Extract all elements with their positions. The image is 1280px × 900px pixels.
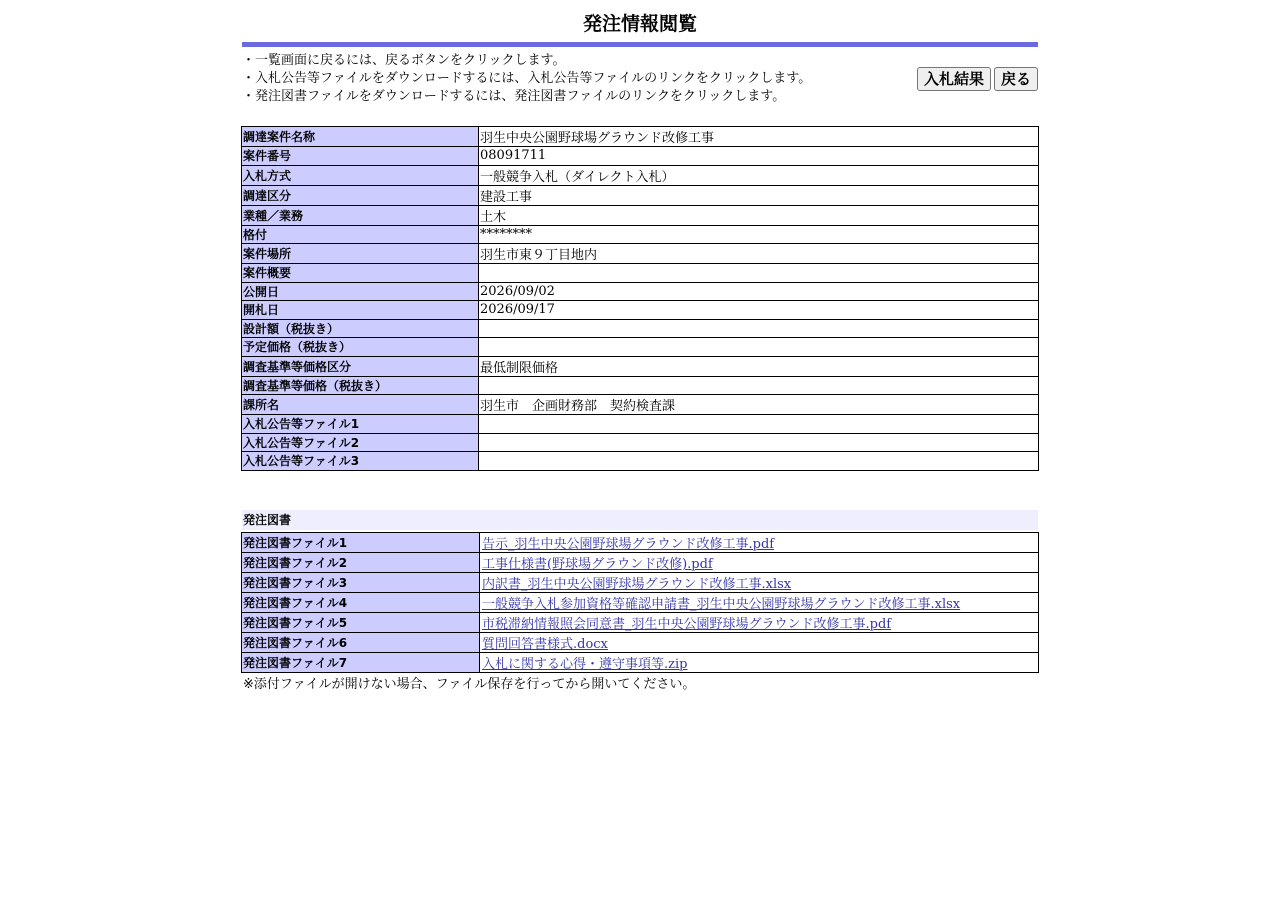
section-heading: 発注図書: [242, 510, 1038, 530]
order-documents-table: [241, 532, 1039, 673]
back-button[interactable]: 戻る: [994, 67, 1038, 91]
file-download-link[interactable]: 入札に関する心得・遵守事項等.zip: [482, 657, 688, 672]
field-value: 建設工事: [479, 185, 1039, 205]
field-value: [479, 433, 1039, 452]
instructions: [242, 52, 882, 106]
field-value: ********: [479, 225, 1039, 244]
table-row: [242, 301, 1039, 320]
field-value: 羽生市 企画財務部 契約検査課: [479, 395, 1039, 415]
field-label: 案件場所: [242, 244, 479, 264]
file-cell: [480, 533, 1039, 553]
instruction-line: ・発注図書ファイルをダウンロードするには、発注図書ファイルのリンクをクリックします。: [242, 89, 786, 104]
order-info-table: [241, 126, 1039, 471]
table-row: [242, 356, 1039, 376]
table-row: [242, 533, 1039, 553]
file-download-link[interactable]: 一般競争入札参加資格等確認申請書_羽生中央公園野球場グラウンド改修工事.xlsx: [482, 597, 961, 612]
field-label: 予定価格（税抜き）: [242, 338, 479, 357]
file-download-link[interactable]: 内訳書_羽生中央公園野球場グラウンド改修工事.xlsx: [482, 577, 792, 592]
file-label: 発注図書ファイル5: [242, 613, 480, 633]
field-value: 羽生市東９丁目地内: [479, 244, 1039, 264]
field-label: 調達案件名称: [242, 127, 479, 147]
file-cell: [480, 653, 1039, 673]
bid-results-button[interactable]: 入札結果: [917, 67, 991, 91]
field-value: 2026/09/17: [479, 301, 1039, 320]
field-value: 土木: [479, 205, 1039, 225]
field-label: 課所名: [242, 395, 479, 415]
field-label: 調達区分: [242, 185, 479, 205]
table-row: [242, 553, 1039, 573]
file-download-link[interactable]: 工事仕様書(野球場グラウンド改修).pdf: [482, 557, 713, 572]
field-label: 案件番号: [242, 147, 479, 166]
table-row: [242, 338, 1039, 357]
table-row: [242, 185, 1039, 205]
table-row: [242, 452, 1039, 471]
field-label: 入札公告等ファイル3: [242, 452, 479, 471]
page-title: 発注情報閲覧: [582, 13, 697, 35]
file-cell: [480, 613, 1039, 633]
attachment-note: ※添付ファイルが開けない場合、ファイル保存を行ってから開いてください。: [243, 677, 696, 692]
field-value: 08091711: [479, 147, 1039, 166]
field-label: 開札日: [242, 301, 479, 320]
field-value: [479, 415, 1039, 434]
file-label: 発注図書ファイル1: [242, 533, 480, 553]
file-label: 発注図書ファイル7: [242, 653, 480, 673]
table-row: [242, 653, 1039, 673]
file-label: 発注図書ファイル6: [242, 633, 480, 653]
field-value: [479, 376, 1039, 395]
field-value: 2026/09/02: [479, 282, 1039, 301]
field-label: 入札公告等ファイル2: [242, 433, 479, 452]
field-value: [479, 319, 1039, 338]
title-divider: [242, 42, 1038, 47]
field-label: 公開日: [242, 282, 479, 301]
file-label: 発注図書ファイル4: [242, 593, 480, 613]
table-row: [242, 282, 1039, 301]
instruction-line: ・入札公告等ファイルをダウンロードするには、入札公告等ファイルのリンクをクリックします。: [242, 71, 812, 86]
field-label: 格付: [242, 225, 479, 244]
table-row: [242, 165, 1039, 185]
table-row: [242, 633, 1039, 653]
field-label: 案件概要: [242, 264, 479, 283]
table-row: [242, 395, 1039, 415]
table-row: [242, 376, 1039, 395]
file-download-link[interactable]: 質問回答書様式.docx: [482, 637, 608, 652]
field-label: 調査基準等価格（税抜き）: [242, 376, 479, 395]
table-row: [242, 415, 1039, 434]
file-cell: [480, 573, 1039, 593]
table-row: [242, 613, 1039, 633]
action-buttons: [917, 67, 1038, 91]
table-row: [242, 225, 1039, 244]
table-row: [242, 593, 1039, 613]
table-row: [242, 147, 1039, 166]
field-value: 羽生中央公園野球場グラウンド改修工事: [479, 127, 1039, 147]
field-value: [479, 338, 1039, 357]
table-row: [242, 264, 1039, 283]
field-label: 入札方式: [242, 165, 479, 185]
table-row: [242, 433, 1039, 452]
table-row: [242, 319, 1039, 338]
file-cell: [480, 553, 1039, 573]
file-label: 発注図書ファイル2: [242, 553, 480, 573]
file-cell: [480, 633, 1039, 653]
field-label: 業種／業務: [242, 205, 479, 225]
instruction-line: ・一覧画面に戻るには、戻るボタンをクリックします。: [242, 53, 566, 68]
field-value: [479, 264, 1039, 283]
file-download-link[interactable]: 市税滞納情報照会同意書_羽生中央公園野球場グラウンド改修工事.pdf: [482, 617, 892, 632]
table-row: [242, 205, 1039, 225]
table-row: [242, 573, 1039, 593]
field-label: 設計額（税抜き）: [242, 319, 479, 338]
file-download-link[interactable]: 告示_羽生中央公園野球場グラウンド改修工事.pdf: [482, 537, 775, 552]
field-value: [479, 452, 1039, 471]
field-value: 最低制限価格: [479, 356, 1039, 376]
file-label: 発注図書ファイル3: [242, 573, 480, 593]
file-cell: [480, 593, 1039, 613]
table-row: [242, 127, 1039, 147]
table-row: [242, 244, 1039, 264]
field-label: 入札公告等ファイル1: [242, 415, 479, 434]
field-value: 一般競争入札（ダイレクト入札）: [479, 165, 1039, 185]
field-label: 調査基準等価格区分: [242, 356, 479, 376]
